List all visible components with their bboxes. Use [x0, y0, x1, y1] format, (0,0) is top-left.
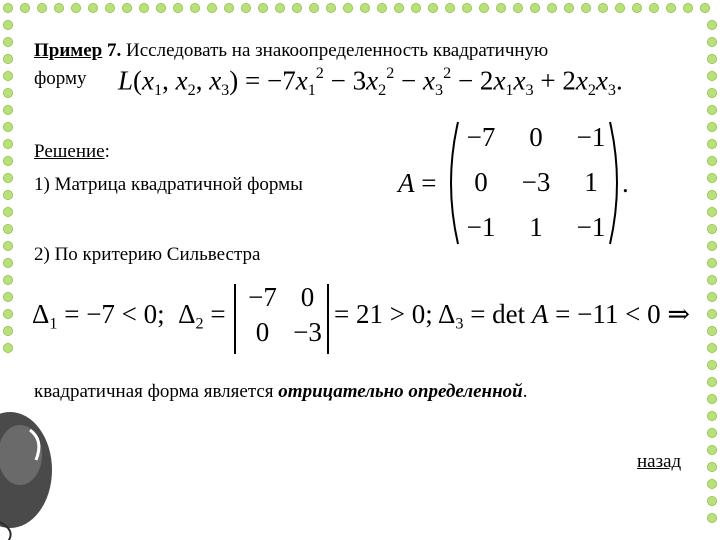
border-dot: [707, 343, 716, 352]
border-dot: [3, 275, 12, 284]
example-task: Исследовать на знакоопределенность квадратичную: [126, 40, 549, 61]
border-dot: [707, 71, 716, 80]
border-dot: [207, 3, 216, 12]
solution-heading: Решение:: [34, 141, 110, 162]
border-dot: [20, 3, 29, 12]
border-dot: [3, 241, 12, 250]
border-dot: [707, 496, 716, 505]
border-dot: [683, 3, 692, 12]
matrix-a-body: [456, 122, 616, 243]
matrix-a-cell: 1: [584, 167, 598, 197]
border-dot: [707, 394, 716, 403]
matrix-a-cell: −7: [466, 122, 496, 152]
conclusion-emphasis: отрицательно определенной: [278, 381, 523, 402]
border-dot: [411, 3, 420, 12]
matrix-a-cell: 1: [529, 212, 543, 242]
delta-2-cell: 0: [255, 317, 270, 347]
border-dot: [3, 71, 12, 80]
border-dot: [3, 20, 12, 29]
step-2-text: 2) По критерию Сильвестра: [34, 244, 261, 265]
border-dot: [649, 3, 658, 12]
border-dot: [3, 122, 12, 131]
border-dot: [666, 3, 675, 12]
border-dot: [615, 3, 624, 12]
matrix-a-cell: −1: [576, 212, 606, 242]
border-dot: [37, 3, 46, 12]
border-dot: [3, 3, 12, 12]
border-dot: [360, 3, 369, 12]
border-dot: [707, 20, 716, 29]
border-dot: [71, 3, 80, 12]
delta-2-result: = 21 > 0; $\Delta_3 = \det A = -11 < 0$ ⇒: [334, 299, 690, 333]
border-dot: [530, 3, 539, 12]
border-dot: [3, 156, 12, 165]
border-dot: [3, 37, 12, 46]
border-dot: [547, 3, 556, 12]
matrix-a-period: .: [622, 168, 629, 198]
border-dot: [3, 173, 12, 182]
matrix-a-cell: −1: [576, 122, 606, 152]
ball-decoration: [0, 412, 52, 540]
border-dot: [707, 54, 716, 63]
border-dot: [105, 3, 114, 12]
matrix-a-cell: 0: [474, 167, 488, 197]
example-number: 7.: [107, 40, 122, 61]
border-dot: [3, 139, 12, 148]
conclusion-text: квадратичная форма является отрицательно определенной.: [34, 381, 528, 402]
border-dot: [377, 3, 386, 12]
border-dot: [275, 3, 284, 12]
example-label: Пример: [34, 40, 103, 61]
border-dot: [700, 3, 709, 12]
border-dot: [598, 3, 607, 12]
example-heading: [34, 40, 548, 62]
border-dot: [122, 3, 131, 12]
border-dot: [513, 3, 522, 12]
border-dot: [707, 445, 716, 454]
border-dot: [3, 326, 12, 335]
border-dot: [707, 139, 716, 148]
border-dot: [707, 326, 716, 335]
border-dot: [707, 292, 716, 301]
border-dot: [309, 3, 318, 12]
border-dot: [3, 309, 12, 318]
border-dot: [88, 3, 97, 12]
border-dot: [564, 3, 573, 12]
matrix-a-label: A =: [398, 168, 437, 198]
delta-1: $\Delta_1 = -7 < 0$; $\Delta_2$ =: [32, 299, 226, 333]
border-dot: [707, 377, 716, 386]
border-dot: [428, 3, 437, 12]
border-dot: [707, 241, 716, 250]
border-dot: [707, 37, 716, 46]
border-dot: [326, 3, 335, 12]
quadratic-form-formula: $L(x_1$, $x_2$, $x_3) = -7x_1^2 - 3x_2^2 - x_3^2 - 2x_1x_3 + 2x_2x_3$.: [118, 64, 623, 99]
delta-2-cell: −7: [248, 282, 277, 312]
border-dot: [3, 224, 12, 233]
border-dot: [707, 360, 716, 369]
border-dot: [3, 54, 12, 63]
border-dot: [3, 292, 12, 301]
border-dot: [3, 88, 12, 97]
border-dot: [707, 156, 716, 165]
border-dot: [632, 3, 641, 12]
border-dot: [462, 3, 471, 12]
border-dot: [707, 411, 716, 420]
border-dot: [343, 3, 352, 12]
border-dot: [479, 3, 488, 12]
border-dot: [707, 207, 716, 216]
border-dot: [707, 479, 716, 488]
matrix-a-cell: 0: [529, 122, 543, 152]
border-dot: [707, 275, 716, 284]
solution-label: Решение: [34, 141, 105, 162]
border-dot: [707, 462, 716, 471]
border-dot: [156, 3, 165, 12]
border-dot: [224, 3, 233, 12]
border-dot: [394, 3, 403, 12]
border-dot: [3, 258, 12, 267]
border-dot: [707, 224, 716, 233]
matrix-a-cell: −3: [521, 167, 551, 197]
border-dot: [139, 3, 148, 12]
border-dot: [3, 207, 12, 216]
border-dot: [496, 3, 505, 12]
matrix-a-cell: −1: [466, 212, 496, 242]
border-dot: [445, 3, 454, 12]
border-dot: [707, 428, 716, 437]
border-dot: [707, 309, 716, 318]
step-1-text: 1) Матрица квадратичной формы: [34, 174, 303, 195]
border-dot: [707, 513, 716, 522]
border-dot: [258, 3, 267, 12]
example-task-cont: форму: [34, 68, 87, 89]
border-dot: [173, 3, 182, 12]
border-dot: [3, 105, 12, 114]
border-dot: [190, 3, 199, 12]
delta-2-matrix: [240, 282, 330, 348]
border-dot: [292, 3, 301, 12]
border-dot: [3, 190, 12, 199]
border-dot: [707, 258, 716, 267]
border-dot: [707, 190, 716, 199]
border-dot: [241, 3, 250, 12]
border-dot: [707, 122, 716, 131]
border-dot: [707, 105, 716, 114]
border-dot: [707, 173, 716, 182]
back-link[interactable]: назад: [637, 451, 682, 472]
border-dot: [3, 343, 12, 352]
border-dot: [581, 3, 590, 12]
border-dot: [54, 3, 63, 12]
delta-2-cell: −3: [293, 317, 322, 347]
border-dot: [707, 88, 716, 97]
delta-2-cell: 0: [300, 282, 315, 312]
